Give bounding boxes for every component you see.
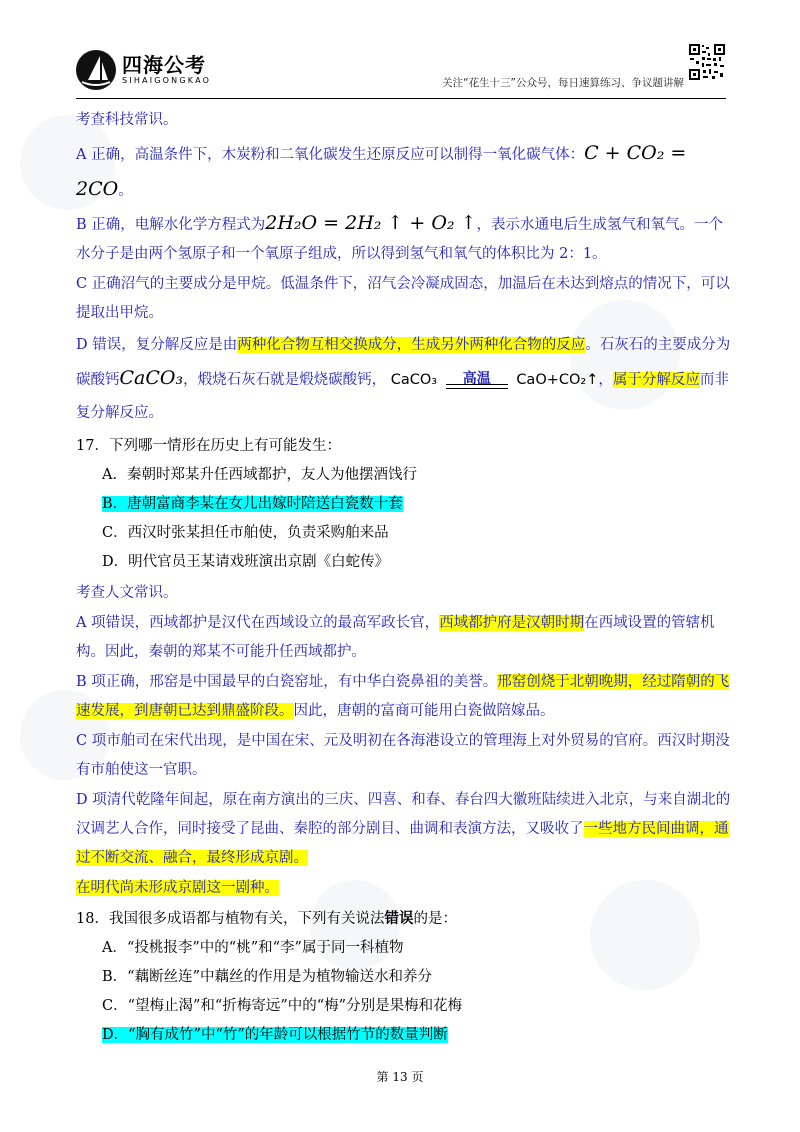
- explanation-option-c: C 项市舶司在宋代出现，是中国在宋、元及明初在各海港设立的管理海上对外贸易的官府。西汉时期没有市舶使这一官职。: [76, 733, 730, 778]
- reaction-reactant: CaCO₃: [390, 371, 438, 388]
- explanation-intro: 考查人文常识。: [76, 585, 178, 601]
- explanation-option-a: A 项错误，西域都护是汉代在西域设立的最高军政长官，西域都护府是汉朝时期在西域设置的管辖机构。因此，秦朝的郑某不可能升任西域都护。: [76, 615, 715, 660]
- reaction-condition-arrow: 高温: [442, 365, 512, 395]
- logo-title: 四海公考: [122, 53, 206, 77]
- highlight-definition: 两种化合物互相交换成分，生成另外两种化合物的反应: [237, 337, 586, 353]
- correct-answer-highlight: B．唐朝富商李某在女儿出嫁时陪送白瓷数十套: [102, 496, 403, 512]
- explanation-conclusion: [76, 874, 732, 903]
- explanation-option-b: B 项正确，邢窑是中国最早的白瓷窑址，有中华白瓷鼻祖的美誉。邢窑创烧于北朝晚期，经过隋朝的飞速发展，到唐朝已达到鼎盛阶段。因此，唐朝的富商可能用白瓷做陪嫁品。: [76, 674, 730, 719]
- header-divider: [76, 98, 726, 99]
- correct-answer-highlight: D．“胸有成竹”中“竹”的年龄可以根据竹节的数量判断: [102, 1027, 448, 1043]
- reaction-product: CaO+CO₂↑: [516, 371, 599, 388]
- question-18-option-b: B．“藕断丝连”中藕丝的作用是为植物输送水和养分: [102, 969, 432, 985]
- document-body: [76, 106, 732, 1050]
- highlight-conclusion: 在明代尚未形成京剧这一剧种。: [76, 880, 279, 896]
- explanation-option-c: C 正确沼气的主要成分是甲烷。低温条件下，沼气会冷凝成固态，加温后在未达到熔点的情况下，可以提取出甲烷。: [76, 276, 730, 321]
- explanation-option-d: D 项清代乾隆年间起，原在南方演出的三庆、四喜、和春、春台四大徽班陆续进入北京，与来自湖北的汉调艺人合作，同时接受了昆曲、秦腔的部分剧目、曲调和表演方法，又吸收了一些地方民间曲调，通过不断交流、融合，最终形成京剧。: [76, 792, 731, 866]
- explanation-option-d: D 错误，复分解反应是由两种化合物互相交换成分，生成另外两种化合物的反应。石灰石的主要成分为碳酸钙CaCO₃，煅烧石灰石就是煅烧碳酸钙， CaCO₃ 高温 CaO+CO₂↑，属于分解反应而非复分解反应。: [76, 337, 731, 421]
- sail-logo-icon: [76, 50, 116, 90]
- logo-subtitle: SIHAIGONGKAO: [122, 76, 212, 85]
- page-header: [76, 38, 726, 98]
- emphasis-wrong: 错误: [384, 910, 414, 927]
- highlight-decomposition: 属于分解反应: [612, 372, 700, 388]
- highlight-xing-kiln: 邢窑创烧于北朝晚期，经过隋朝的飞速发展，到唐朝已达到鼎盛阶段。: [76, 674, 730, 719]
- brand-logo: [76, 50, 211, 90]
- equation-water-electrolysis: 2H₂O = 2H₂ ↑ + O₂ ↑: [265, 212, 477, 234]
- explanation-intro: 考查科技常识。: [76, 112, 178, 128]
- explanation-option-a: A 正确，高温条件下，木炭粉和二氧化碳发生还原反应可以制得一氧化碳气体：C + CO₂ = 2CO。: [76, 142, 687, 200]
- follow-notice: 关注“花生十三”公众号，每日速算练习、争议题讲解: [442, 77, 684, 89]
- equation-carbon-monoxide: C + CO₂ = 2CO: [76, 142, 687, 200]
- question-18-stem: 18．我国很多成语都与植物有关，下列有关说法错误的是：: [76, 910, 457, 927]
- page-number: 第 13 页: [376, 1070, 424, 1084]
- qr-code-icon: [688, 43, 726, 81]
- explanation-option-b: B 正确，电解水化学方程式为2H₂O = 2H₂ ↑ + O₂ ↑，表示水通电后生成氢气和氧气。一个水分子是由两个氢原子和一个氧原子组成，所以得到氢气和氧气的体积比为 2：1。: [76, 212, 724, 262]
- question-17-stem: 17．下列哪一情形在历史上有可能发生：: [76, 438, 341, 454]
- question-18-option-c: C．“望梅止渴”和“折梅寄远”中的“梅”分别是果梅和花梅: [102, 998, 463, 1014]
- formula-calcium-carbonate: CaCO₃: [119, 367, 184, 389]
- question-17-option-a: A．秦朝时郑某升任西域都护，友人为他摆酒饯行: [102, 467, 417, 483]
- question-17-option-d: D．明代官员王某请戏班演出京剧《白蛇传》: [102, 554, 390, 570]
- question-17-option-b: [76, 490, 732, 519]
- highlight-peking-opera: 一些地方民间曲调，通过不断交流、融合，最终形成京剧。: [76, 821, 729, 866]
- question-18-option-a: A．“投桃报李”中的“桃”和“李”属于同一科植物: [102, 940, 404, 956]
- question-18-option-d: [76, 1021, 732, 1050]
- question-17-option-c: C．西汉时张某担任市舶使，负责采购舶来品: [102, 525, 389, 541]
- highlight-western-regions: 西域都护府是汉朝时期: [439, 615, 585, 631]
